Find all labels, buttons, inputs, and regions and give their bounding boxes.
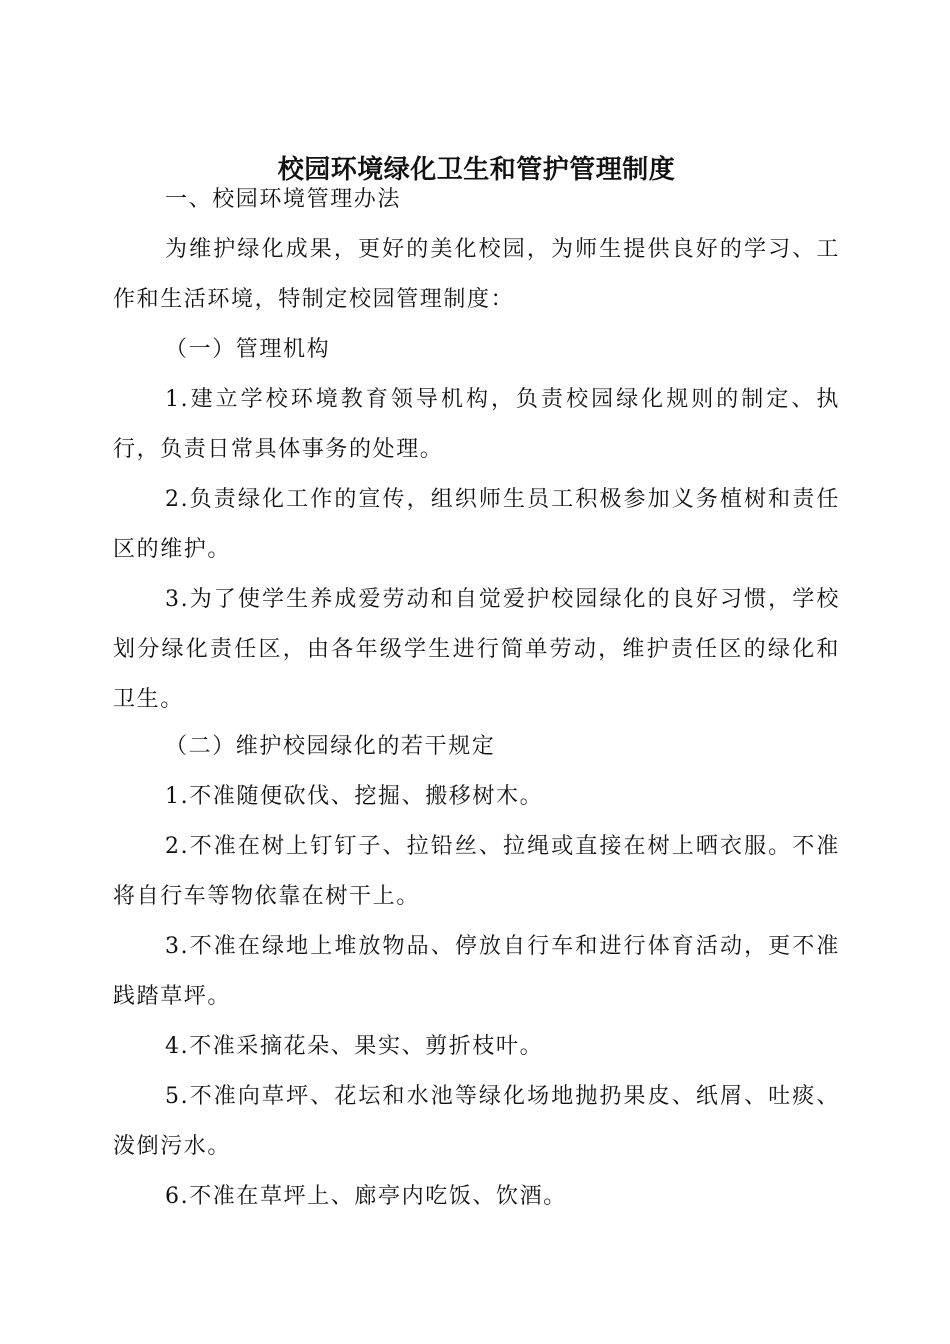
rule-item: 1.不准随便砍伐、挖掘、搬移树木。	[165, 784, 544, 809]
management-item: 2.负责绿化工作的宣传，组织师生员工积极参加义务植树和责任区的维护。	[113, 487, 840, 562]
document-title: 校园环境绿化卫生和管护管理制度	[277, 155, 676, 186]
subsection-heading-management: （一）管理机构	[165, 337, 331, 362]
rule-item: 3.不准在绿地上堆放物品、停放自行车和进行体育活动，更不准践踏草坪。	[113, 934, 840, 1009]
rule-item: 5.不准向草坪、花坛和水池等绿化场地抛扔果皮、纸屑、吐痰、泼倒污水。	[113, 1084, 840, 1159]
section-heading: 一、校园环境管理办法	[165, 187, 402, 212]
intro-paragraph: 为维护绿化成果，更好的美化校园，为师生提供良好的学习、工作和生活环境，特制定校园管理制度：	[113, 237, 840, 312]
rule-item: 4.不准采摘花朵、果实、剪折枝叶。	[165, 1034, 544, 1059]
rule-item: 2.不准在树上钉钉子、拉铅丝、拉绳或直接在树上晒衣服。不准将自行车等物依靠在树干上。	[113, 834, 840, 909]
management-item: 3.为了使学生养成爱劳动和自觉爱护校园绿化的良好习惯，学校划分绿化责任区，由各年级学生进行简单劳动，维护责任区的绿化和卫生。	[113, 587, 840, 712]
subsection-heading-rules: （二）维护校园绿化的若干规定	[165, 734, 496, 759]
rule-item: 6.不准在草坪上、廊亭内吃饭、饮酒。	[165, 1184, 567, 1209]
management-item: 1.建立学校环境教育领导机构，负责校园绿化规则的制定、执行，负责日常具体事务的处理。	[113, 387, 840, 462]
